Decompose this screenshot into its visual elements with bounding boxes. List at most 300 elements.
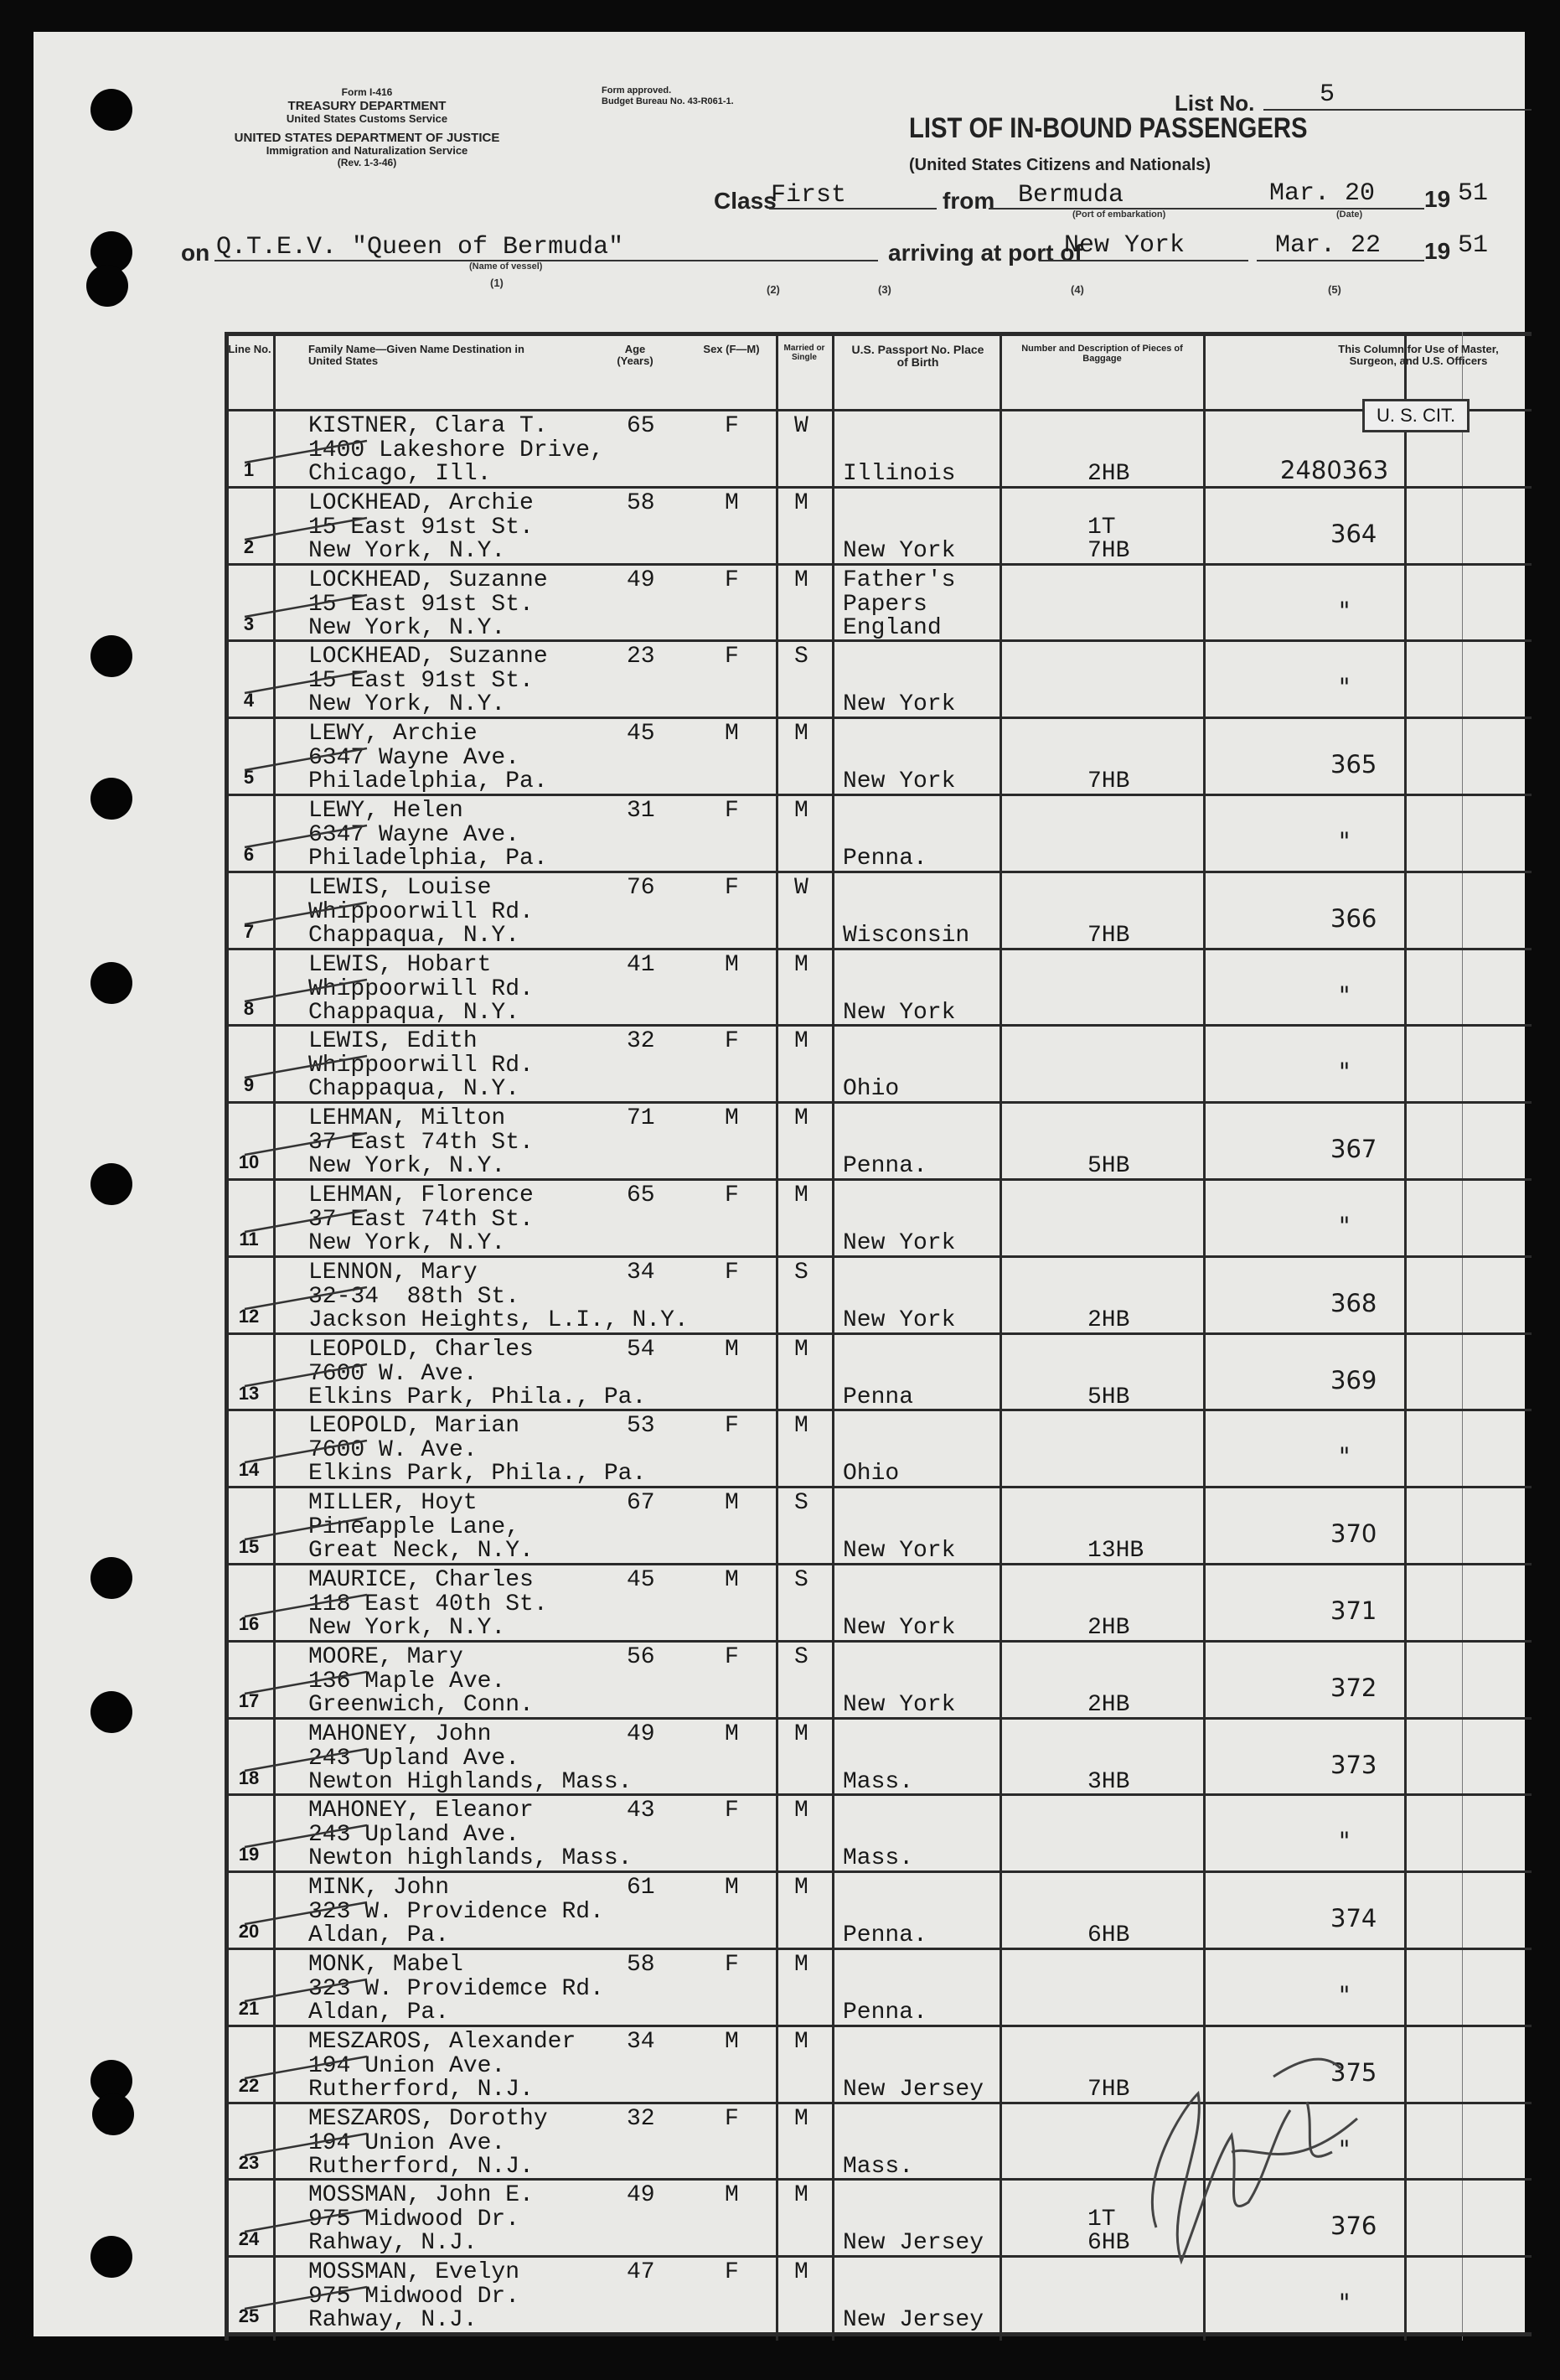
baggage-handbags: 5HB	[1087, 1384, 1130, 1410]
age: 61	[627, 1875, 655, 1901]
age: 32	[627, 2105, 655, 2132]
sex: F	[725, 1952, 739, 1978]
birthplace: New Jersey	[843, 2230, 984, 2257]
check-mark-stroke	[241, 1742, 375, 1776]
form-agency-block	[183, 87, 551, 169]
check-mark-stroke	[241, 665, 375, 698]
check-mark-stroke	[241, 1281, 375, 1314]
date-caption: (Date)	[1336, 210, 1363, 220]
line-number: 4	[243, 690, 255, 711]
line-number: 13	[238, 1382, 260, 1404]
col-header-passport: U.S. Passport No. Place of Birth	[851, 343, 984, 370]
table-row	[225, 409, 1532, 486]
age: 49	[627, 2182, 655, 2209]
passenger-name: MINK, John	[308, 1875, 450, 1901]
baggage-handbags: 6HB	[1087, 1922, 1130, 1949]
birthplace: Ohio	[843, 1461, 900, 1488]
line-number: 17	[238, 1689, 260, 1711]
col-number: (1)	[490, 277, 504, 289]
baggage-handbags: 7HB	[1087, 922, 1130, 949]
officer-number: 376	[1330, 2212, 1377, 2241]
budget-bureau-no: Budget Bureau No. 43-R061-1.	[602, 96, 734, 106]
from-label: from	[943, 188, 995, 214]
check-mark-stroke	[241, 2280, 375, 2314]
officer-number: "	[1339, 827, 1351, 856]
year-value-1: 51	[1458, 179, 1489, 208]
check-mark-stroke	[241, 1819, 375, 1852]
officer-number: 373	[1330, 1750, 1377, 1779]
marital-status: M	[794, 1875, 808, 1901]
address-city: Newton Highlands, Mass.	[308, 1768, 633, 1795]
birthplace: Mass.	[843, 2153, 914, 2180]
address-street: 32-34 88th St.	[308, 1283, 520, 1310]
passenger-name: LOCKHEAD, Archie	[308, 489, 534, 516]
sex: M	[725, 1875, 739, 1901]
address-city: Rutherford, N.J.	[308, 2076, 534, 2103]
sex: M	[725, 951, 739, 978]
passenger-name: LEHMAN, Milton	[308, 1105, 506, 1132]
marital-status: M	[794, 721, 808, 748]
age: 43	[627, 1798, 655, 1824]
arrival-date-underline	[1257, 260, 1424, 261]
arrival-date: Mar. 22	[1275, 231, 1382, 260]
age: 47	[627, 2259, 655, 2286]
marital-status: S	[794, 644, 808, 670]
address-city: Rahway, N.J.	[308, 2307, 478, 2334]
birthplace: New York	[843, 1538, 956, 1565]
passenger-name: LEOPOLD, Marian	[308, 1413, 520, 1440]
sex: F	[725, 567, 739, 593]
punch-hole	[90, 2236, 132, 2278]
birthplace: New York	[843, 1306, 956, 1333]
marital-status: S	[794, 1259, 808, 1286]
col-header-name: Family Name—Given Name Destination in United States	[308, 343, 524, 368]
table-row	[225, 1178, 1532, 1255]
sex: M	[725, 1490, 739, 1517]
check-mark-stroke	[241, 1588, 375, 1622]
sex: M	[725, 489, 739, 516]
birthplace: Penna.	[843, 1922, 927, 1949]
check-mark-stroke	[241, 1511, 375, 1544]
passenger-name: LOCKHEAD, Suzanne	[308, 644, 548, 670]
address-city: Great Neck, N.Y.	[308, 1538, 534, 1565]
line-number: 11	[239, 1229, 259, 1250]
age: 56	[627, 1643, 655, 1670]
officer-number: "	[1339, 1981, 1351, 2010]
table-row	[225, 1255, 1532, 1332]
us-citizen-stamp: U. S. CIT.	[1362, 399, 1470, 432]
vessel-caption: (Name of vessel)	[469, 261, 543, 272]
birthplace: New York	[843, 1230, 956, 1256]
year-value-2: 51	[1458, 231, 1489, 260]
address-city: Philadelphia, Pa.	[308, 846, 548, 872]
sex: F	[725, 1413, 739, 1440]
col-number: (4)	[1071, 283, 1084, 296]
birthplace: England	[843, 614, 942, 641]
address-city: New York, N.Y.	[308, 1153, 506, 1180]
line-number: 18	[238, 1767, 260, 1788]
sex: F	[725, 2259, 739, 2286]
address-street: 37 East 74th St.	[308, 1130, 534, 1156]
table-row	[225, 1717, 1532, 1794]
address-street: 37 East 74th St.	[308, 1207, 534, 1233]
col-number: (3)	[878, 283, 891, 296]
birthplace: Penna.	[843, 846, 927, 872]
sex: M	[725, 2028, 739, 2055]
marital-status: M	[794, 2105, 808, 2132]
address-city: Chappaqua, N.Y.	[308, 1076, 520, 1103]
check-mark-stroke	[241, 973, 375, 1006]
officer-number: "	[1339, 2134, 1351, 2164]
age: 58	[627, 489, 655, 516]
address-street: 118 East 40th St.	[308, 1591, 548, 1617]
address-city: Chicago, Ill.	[308, 461, 492, 487]
line-number: 2	[243, 536, 255, 557]
baggage-handbags: 5HB	[1087, 1153, 1130, 1180]
passenger-name: MAHONEY, Eleanor	[308, 1798, 534, 1824]
marital-status: M	[794, 2028, 808, 2055]
address-city: New York, N.Y.	[308, 1615, 506, 1641]
age: 34	[627, 1259, 655, 1286]
sex: F	[725, 413, 739, 439]
passenger-name: LEWY, Archie	[308, 721, 478, 748]
port-underline	[1039, 260, 1248, 261]
age: 45	[627, 1567, 655, 1593]
age: 32	[627, 1028, 655, 1055]
baggage-handbags: 3HB	[1087, 1768, 1130, 1795]
birthplace: New York	[843, 1691, 956, 1718]
table-row	[225, 1409, 1532, 1486]
table-top-border	[225, 332, 1532, 336]
officer-number: 370	[1330, 1519, 1377, 1549]
sex: M	[725, 721, 739, 748]
age: 54	[627, 1336, 655, 1363]
line-number: 23	[238, 2151, 260, 2173]
baggage-handbags: 2HB	[1087, 1615, 1130, 1641]
age: 65	[627, 413, 655, 439]
sex: M	[725, 1567, 739, 1593]
from-value: Bermuda	[1018, 181, 1124, 210]
sex: F	[725, 2105, 739, 2132]
check-mark-stroke	[241, 434, 375, 468]
baggage-handbags: 7HB	[1087, 537, 1130, 564]
passenger-name: LEHMAN, Florence	[308, 1182, 534, 1208]
table-row	[225, 1486, 1532, 1563]
col-header-age: Age (Years)	[617, 343, 653, 368]
age: 53	[627, 1413, 655, 1440]
address-city: Aldan, Pa.	[308, 2000, 450, 2026]
port-embarkation-caption: (Port of embarkation)	[1072, 210, 1166, 220]
form-title: LIST OF IN-BOUND PASSENGERS	[909, 112, 1308, 144]
line-number: 25	[238, 2305, 260, 2327]
marital-status: M	[794, 1182, 808, 1208]
passenger-name: KISTNER, Clara T.	[308, 413, 548, 439]
age: 41	[627, 951, 655, 978]
address-city: Aldan, Pa.	[308, 1922, 450, 1949]
table-row	[225, 639, 1532, 717]
passenger-name: LENNON, Mary	[308, 1259, 478, 1286]
punch-hole	[90, 1557, 132, 1599]
address-street: 323 W. Providemce Rd.	[308, 1976, 604, 2002]
officer-number: 367	[1330, 1135, 1377, 1164]
line-number: 3	[243, 613, 255, 634]
age: 71	[627, 1105, 655, 1132]
address-street: 15 East 91st St.	[308, 668, 534, 695]
address-street: 1400 Lakeshore Drive,	[308, 437, 604, 463]
officer-number: 371	[1330, 1596, 1377, 1625]
baggage-handbags: 6HB	[1087, 2230, 1130, 2257]
check-mark-stroke	[241, 819, 375, 852]
check-mark-stroke	[241, 1203, 375, 1237]
address-city: Elkins Park, Phila., Pa.	[308, 1384, 647, 1410]
address-city: New York, N.Y.	[308, 614, 506, 641]
officer-number: "	[1339, 2289, 1351, 2318]
birthplace-line1: Father's	[843, 567, 956, 593]
address-street: 243 Upland Ave.	[308, 1745, 520, 1772]
officer-number: 365	[1330, 750, 1377, 779]
address-street: 243 Upland Ave.	[308, 1822, 520, 1849]
age: 76	[627, 874, 655, 901]
marital-status: S	[794, 1643, 808, 1670]
birthplace-line2: Papers	[843, 591, 927, 618]
sex: M	[725, 1336, 739, 1363]
passenger-name: MAHONEY, John	[308, 1720, 492, 1747]
passenger-name: LEWIS, Edith	[308, 1028, 478, 1055]
address-street: Whippoorwill Rd.	[308, 975, 534, 1002]
punch-hole	[92, 2093, 134, 2135]
birthplace: Wisconsin	[843, 922, 970, 949]
line-number: 8	[243, 997, 255, 1019]
line-number: 10	[238, 1151, 260, 1173]
officer-number: "	[1339, 1212, 1351, 1240]
passenger-name: LEWIS, Hobart	[308, 951, 492, 978]
check-mark-stroke	[241, 1049, 375, 1083]
col-number: (2)	[767, 283, 780, 296]
marital-status: M	[794, 2259, 808, 2286]
baggage-trunks: 1T	[1087, 514, 1116, 541]
address-city: Elkins Park, Phila., Pa.	[308, 1461, 647, 1488]
address-street: 136 Maple Ave.	[308, 1668, 506, 1694]
address-city: Greenwich, Conn.	[308, 1691, 534, 1718]
check-mark-stroke	[241, 1126, 375, 1160]
sex: F	[725, 1798, 739, 1824]
passenger-name: MOSSMAN, Evelyn	[308, 2259, 520, 2286]
marital-status: M	[794, 567, 808, 593]
line-number: 12	[238, 1305, 260, 1327]
line-number: 19	[238, 1844, 260, 1865]
address-street: 6347 Wayne Ave.	[308, 822, 520, 848]
sex: F	[725, 1182, 739, 1208]
punch-hole	[90, 1691, 132, 1733]
manifest-page	[34, 32, 1525, 2336]
line-number: 21	[238, 1998, 260, 2019]
table-row	[225, 1563, 1532, 1640]
marital-status: M	[794, 1798, 808, 1824]
address-street: Whippoorwill Rd.	[308, 898, 534, 925]
check-mark-stroke	[241, 1434, 375, 1467]
birthplace: Penna	[843, 1384, 914, 1410]
officer-number: 374	[1330, 1904, 1377, 1933]
marital-status: S	[794, 1490, 808, 1517]
address-city: New York, N.Y.	[308, 1230, 506, 1256]
birthplace: New Jersey	[843, 2307, 984, 2334]
table-row	[225, 1101, 1532, 1178]
address-city: Newton highlands, Mass.	[308, 1845, 633, 1872]
address-street: Pineapple Lane,	[308, 1514, 520, 1541]
vessel-underline	[214, 260, 878, 261]
age: 34	[627, 2028, 655, 2055]
embarkation-date: Mar. 20	[1269, 179, 1376, 208]
check-mark-stroke	[241, 2203, 375, 2237]
birthplace: Penna.	[843, 1153, 927, 1180]
age: 45	[627, 721, 655, 748]
birthplace: Penna.	[843, 2000, 927, 2026]
address-street: 323 W. Providence Rd.	[308, 1899, 604, 1926]
passenger-name: MOSSMAN, John E.	[308, 2182, 534, 2209]
justice-dept: UNITED STATES DEPARTMENT OF JUSTICE	[234, 130, 500, 145]
line-number: 20	[238, 1921, 260, 1943]
birthplace: New York	[843, 691, 956, 718]
list-no-value: 5	[1320, 80, 1335, 109]
address-street: 15 East 91st St.	[308, 514, 534, 541]
year-prefix-2: 19	[1424, 238, 1451, 264]
officer-number: 368	[1330, 1288, 1377, 1317]
arriving-label: arriving at port of	[888, 240, 1082, 266]
list-no-label: List No.	[1175, 91, 1255, 116]
officer-number: 364	[1330, 519, 1377, 548]
baggage-handbags: 7HB	[1087, 2076, 1130, 2103]
birthplace: Mass.	[843, 1768, 914, 1795]
line-number: 16	[238, 1613, 260, 1634]
budget-approval	[602, 85, 734, 106]
address-city: Rutherford, N.J.	[308, 2153, 534, 2180]
line-number: 1	[243, 459, 255, 480]
address-street: 6347 Wayne Ave.	[308, 745, 520, 772]
class-underline	[769, 208, 937, 210]
form-number: Form I-416	[341, 86, 393, 98]
table-row	[225, 1870, 1532, 1948]
marital-status: M	[794, 489, 808, 516]
address-street: 975 Midwood Dr.	[308, 2284, 520, 2310]
officer-number: 2480363	[1280, 456, 1389, 484]
year-prefix-1: 19	[1424, 186, 1451, 212]
table-row	[225, 948, 1532, 1025]
address-city: Jackson Heights, L.I., N.Y.	[308, 1306, 689, 1333]
col-header-married: Married or Single	[783, 344, 825, 362]
punch-hole	[90, 1163, 132, 1205]
officer-number: 369	[1330, 1365, 1377, 1394]
class-value: First	[771, 181, 847, 210]
line-number: 14	[238, 1459, 260, 1481]
passenger-name: MESZAROS, Alexander	[308, 2028, 576, 2055]
col-header-officers: This Column for Use of Master, Surgeon, and U.S. Officers	[1338, 343, 1499, 368]
marital-status: W	[794, 874, 808, 901]
passenger-name: MILLER, Hoyt	[308, 1490, 478, 1517]
marital-status: M	[794, 1413, 808, 1440]
officer-number: 366	[1330, 903, 1377, 933]
line-number: 24	[238, 2228, 260, 2250]
sex: M	[725, 1105, 739, 1132]
age: 58	[627, 1952, 655, 1978]
passenger-name: MOORE, Mary	[308, 1643, 463, 1670]
passenger-name: LEWY, Helen	[308, 798, 463, 824]
baggage-handbags: 7HB	[1087, 768, 1130, 795]
sex: F	[725, 798, 739, 824]
form-approved: Form approved.	[602, 85, 672, 96]
birthplace: New Jersey	[843, 2076, 984, 2103]
check-mark-stroke	[241, 588, 375, 622]
address-city: Philadelphia, Pa.	[308, 768, 548, 795]
sex: F	[725, 874, 739, 901]
table-row	[225, 1332, 1532, 1410]
officer-number: "	[1339, 596, 1351, 625]
address-city: New York, N.Y.	[308, 691, 506, 718]
address-city: Chappaqua, N.Y.	[308, 922, 520, 949]
address-street: 7600 W. Ave.	[308, 1437, 478, 1464]
passenger-name: MESZAROS, Dorothy	[308, 2105, 548, 2132]
officer-number: "	[1339, 980, 1351, 1010]
punch-hole	[90, 778, 132, 820]
passenger-name: LOCKHEAD, Suzanne	[308, 567, 548, 593]
passenger-name: LEOPOLD, Charles	[308, 1336, 534, 1363]
baggage-handbags: 2HB	[1087, 1306, 1130, 1333]
col-header-line: Line No.	[228, 343, 271, 355]
sex: F	[725, 1643, 739, 1670]
address-city: New York, N.Y.	[308, 537, 506, 564]
line-number: 7	[243, 920, 255, 942]
check-mark-stroke	[241, 2127, 375, 2160]
address-street: 7600 W. Ave.	[308, 1360, 478, 1387]
marital-status: S	[794, 1567, 808, 1593]
line-number: 22	[238, 2074, 260, 2096]
baggage-handbags: 2HB	[1087, 1691, 1130, 1718]
vessel-name: Q.T.E.V. "Queen of Bermuda"	[216, 233, 624, 261]
address-street: 194 Union Ave.	[308, 2052, 506, 2079]
table-row	[225, 1024, 1532, 1101]
check-mark-stroke	[241, 1973, 375, 2006]
birthplace: New York	[843, 1615, 956, 1641]
form-subtitle: (United States Citizens and Nationals)	[909, 156, 1211, 174]
table-row	[225, 1793, 1532, 1870]
check-mark-stroke	[241, 1665, 375, 1699]
col-header-baggage: Number and Description of Pieces of Baggage	[1021, 344, 1183, 365]
table-bottom-border	[225, 2333, 1532, 2336]
birthplace: New York	[843, 768, 956, 795]
address-city: Rahway, N.J.	[308, 2230, 478, 2257]
punch-hole	[90, 962, 132, 1004]
table-row	[225, 871, 1532, 948]
passenger-name: MAURICE, Charles	[308, 1567, 534, 1593]
marital-status: M	[794, 1105, 808, 1132]
address-street: Whippoorwill Rd.	[308, 1053, 534, 1079]
marital-status: M	[794, 1952, 808, 1978]
address-street: 15 East 91st St.	[308, 591, 534, 618]
age: 67	[627, 1490, 655, 1517]
arrival-port: New York	[1064, 231, 1185, 260]
line-number: 6	[243, 844, 255, 865]
marital-status: M	[794, 951, 808, 978]
check-mark-stroke	[241, 742, 375, 775]
birthplace: New York	[843, 537, 956, 564]
check-mark-stroke	[241, 896, 375, 929]
table-row	[225, 1640, 1532, 1717]
age: 31	[627, 798, 655, 824]
punch-hole	[90, 89, 132, 131]
treasury-dept: TREASURY DEPARTMENT	[287, 98, 447, 113]
table-row	[225, 794, 1532, 871]
officer-number: 375	[1330, 2057, 1377, 2087]
punch-hole	[86, 265, 128, 307]
